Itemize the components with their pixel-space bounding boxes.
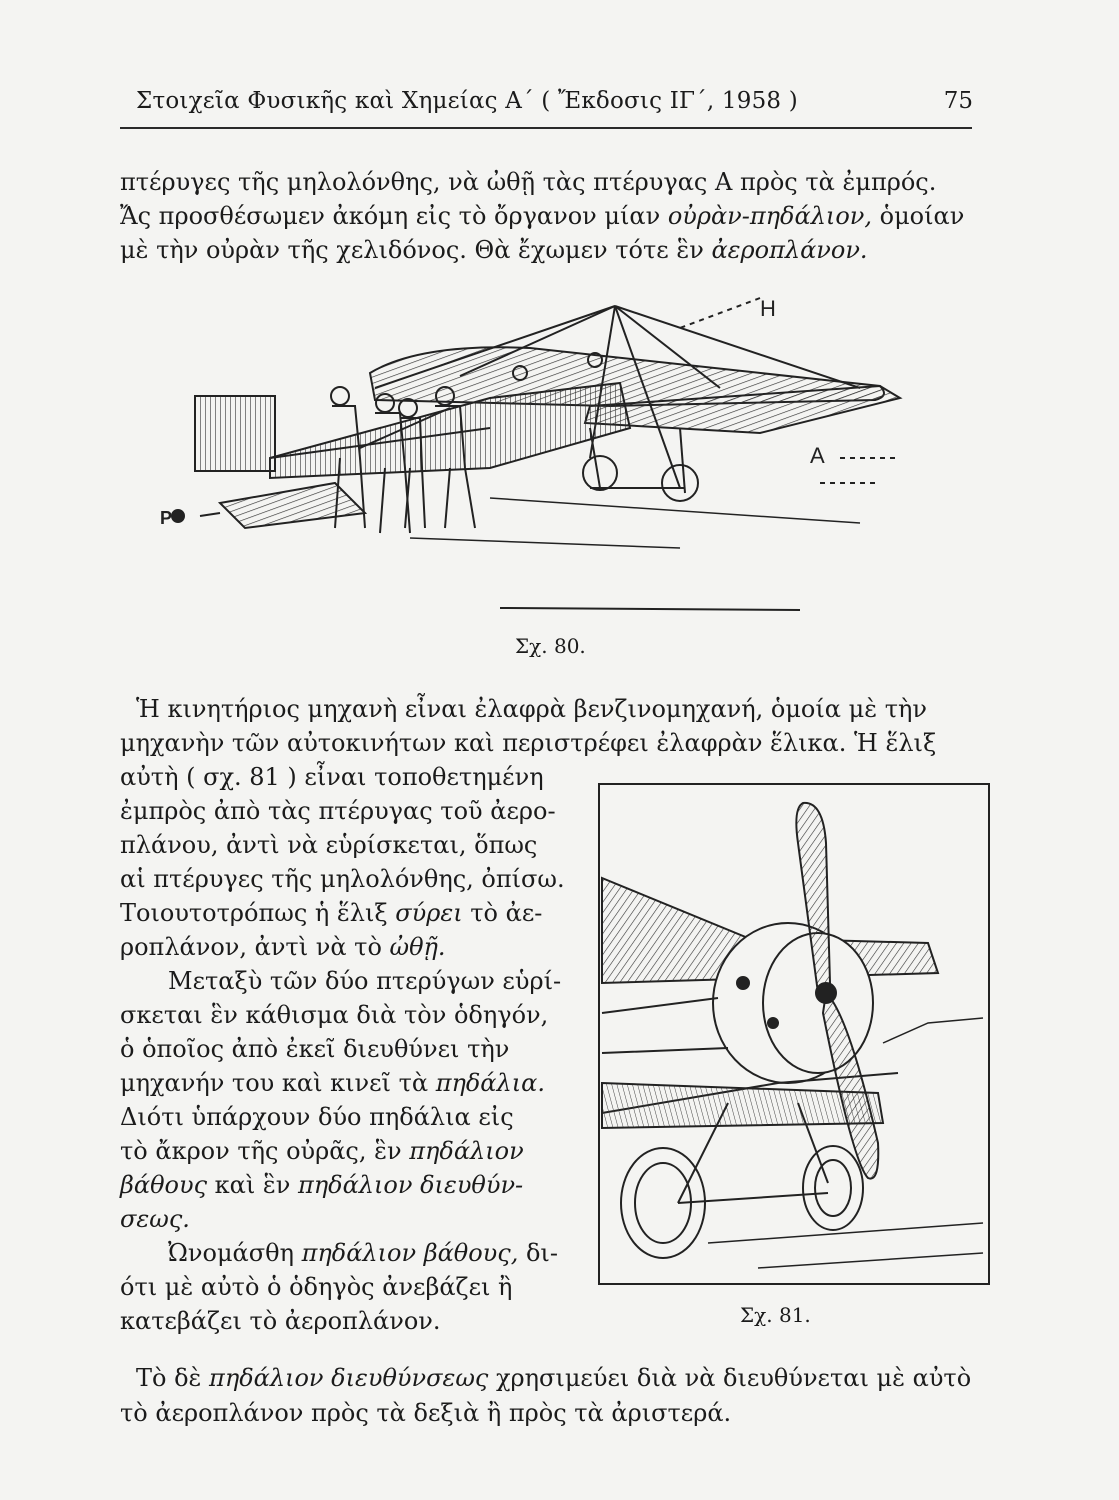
intro-line-1: πτέρυγες τῆς μηλολόνθης, νὰ ὠθῇ τὰς πτέρυγας Α πρὸς τὰ ἐμπρός. bbox=[120, 168, 937, 196]
term-airplane: ἀεροπλάνον. bbox=[711, 236, 868, 264]
closing-line-1: Τὸ δὲ πηδάλιον διευθύνσεως χρησιμεύει διὰ νὰ διευθύνεται μὲ αὐτὸ bbox=[136, 1364, 972, 1392]
col-line-13: βάθους καὶ ἓν πηδάλιον διευθύν- bbox=[120, 1171, 524, 1199]
col-line-15: Ὠνομάσθη πηδάλιον βάθους, δι- bbox=[168, 1239, 558, 1267]
intro-line-3: μὲ τὴν οὐρὰν τῆς χελιδόνος. Θὰ ἔχωμεν τότε ἓν ἀεροπλάνον. bbox=[120, 236, 868, 264]
col-line-6: ροπλάνον, ἀντὶ νὰ τὸ ὠθῇ. bbox=[120, 933, 446, 961]
col-line-12: τὸ ἄκρον τῆς οὐρᾶς, ἓν πηδάλιον bbox=[120, 1137, 524, 1165]
figure-80-airplane-illustration bbox=[160, 288, 920, 628]
closing-line-2: τὸ ἀεροπλάνον πρὸς τὰ δεξιὰ ἢ πρὸς τὰ ἀριστερά. bbox=[120, 1399, 732, 1427]
col-line-14: σεως. bbox=[120, 1205, 190, 1233]
col-line-3: πλάνου, ἀντὶ νὰ εὑρίσκεται, ὅπως bbox=[120, 831, 538, 859]
running-header-title: Στοιχεῖα Φυσικῆς καὶ Χημείας Α΄ ( Ἔκδοσις ΙΓ΄, 1958 ) bbox=[136, 88, 798, 114]
page-number: 75 bbox=[943, 88, 973, 114]
col-line-10: μηχανήν του καὶ κινεῖ τὰ πηδάλια. bbox=[120, 1069, 545, 1097]
col-line-2: ἐμπρὸς ἀπὸ τὰς πτέρυγας τοῦ ἀερο- bbox=[120, 797, 556, 825]
col-line-17: κατεβάζει τὸ ἀεροπλάνον. bbox=[120, 1307, 441, 1335]
figure-81-propeller-illustration bbox=[598, 783, 990, 1285]
col-line-8: σκεται ἓν κάθισμα διὰ τὸν ὁδηγόν, bbox=[120, 1001, 549, 1029]
figure-80-label-p: Ρ bbox=[160, 508, 173, 528]
col-line-7: Μεταξὺ τῶν δύο πτερύγων εὑρί- bbox=[168, 967, 562, 995]
engine-line-2: μηχανὴν τῶν αὐτοκινήτων καὶ περιστρέφει ἐλαφρὰν ἕλικα. Ἡ ἕλιξ bbox=[120, 729, 937, 757]
col-line-16: ότι μὲ αὐτὸ ὁ ὁδηγὸς ἀνεβάζει ἢ bbox=[120, 1273, 513, 1301]
col-line-5: Τοιουτοτρόπως ἡ ἕλιξ σύρει τὸ ἀε- bbox=[120, 899, 543, 927]
col-line-11: Διότι ὑπάρχουν δύο πηδάλια εἰς bbox=[120, 1103, 514, 1131]
col-line-1: αὐτὴ ( σχ. 81 ) εἶναι τοποθετημένη bbox=[120, 763, 544, 791]
figure-81-caption: Σχ. 81. bbox=[740, 1303, 811, 1327]
term-tail-rudder: οὐρὰν-πηδάλιον, bbox=[667, 202, 872, 230]
col-line-4: αἱ πτέρυγες τῆς μηλολόνθης, ὀπίσω. bbox=[120, 865, 565, 893]
header-rule bbox=[120, 127, 972, 129]
intro-line-2: Ἄς προσθέσωμεν ἀκόμη εἰς τὸ ὄργανον μίαν οὐρὰν-πηδάλιον, ὁμοίαν bbox=[120, 202, 965, 230]
figure-80-label-h: Η bbox=[760, 296, 776, 321]
engine-line-1: Ἡ κινητήριος μηχανὴ εἶναι ἐλαφρὰ βενζινομηχανή, ὁμοία μὲ τὴν bbox=[136, 695, 927, 723]
figure-80-caption: Σχ. 80. bbox=[515, 634, 586, 658]
col-line-9: ὁ ὁποῖος ἀπὸ ἐκεῖ διευθύνει τὴν bbox=[120, 1035, 510, 1063]
figure-80-label-a: Α bbox=[810, 443, 825, 468]
